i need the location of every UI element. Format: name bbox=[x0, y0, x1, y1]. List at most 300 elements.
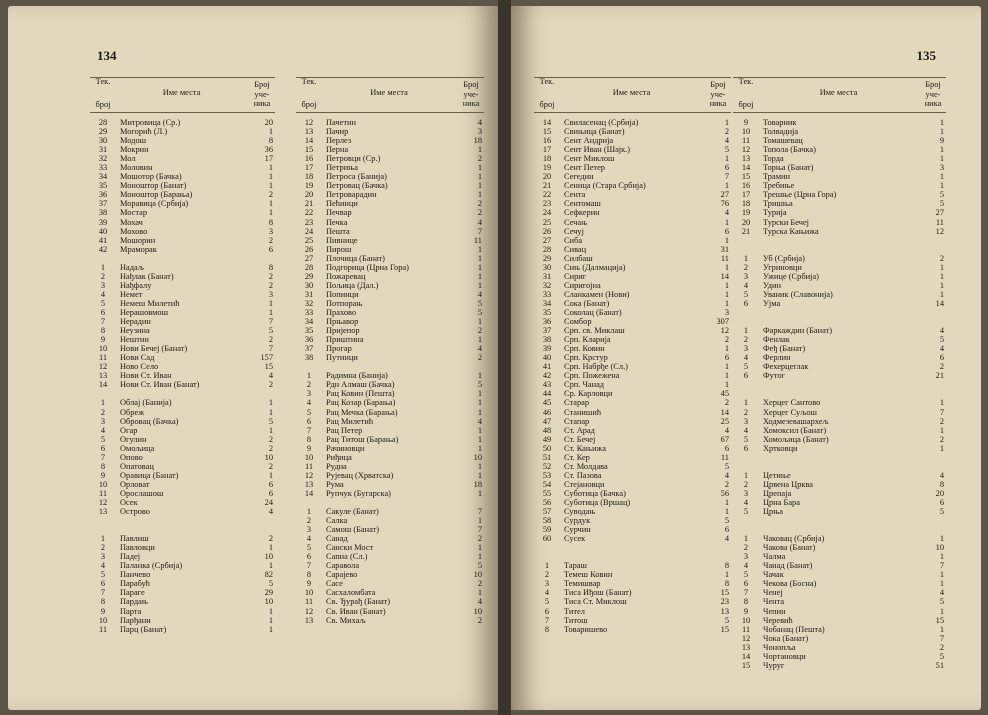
student-count: 4 bbox=[268, 371, 273, 381]
place-name: Рац Титош (Барања) bbox=[326, 434, 399, 444]
row-number: 3 bbox=[743, 271, 749, 281]
table-row bbox=[534, 380, 731, 389]
student-count: 1 bbox=[939, 398, 944, 408]
table-row bbox=[90, 453, 275, 462]
row-number: 39 bbox=[542, 344, 552, 354]
row-number: 18 bbox=[542, 154, 552, 164]
table-row bbox=[733, 254, 946, 263]
student-count: 1 bbox=[477, 244, 482, 254]
row-number: 3 bbox=[743, 416, 749, 426]
row-number: 35 bbox=[98, 181, 108, 191]
place-name: Чепин bbox=[763, 606, 786, 616]
place-name: Хртковци bbox=[763, 443, 798, 453]
table-row bbox=[90, 317, 275, 326]
place-name: Сапна (Сл.) bbox=[326, 552, 368, 562]
student-count: 2 bbox=[477, 199, 482, 209]
student-count: 6 bbox=[268, 488, 273, 498]
student-count: 6 bbox=[724, 525, 729, 535]
row-number: 1 bbox=[743, 398, 749, 408]
table-row bbox=[296, 543, 484, 552]
section-gap bbox=[733, 389, 946, 398]
table-row bbox=[296, 290, 484, 299]
page-number: 134 bbox=[97, 48, 117, 63]
place-name: Сиригојна bbox=[564, 280, 601, 290]
student-count: 4 bbox=[724, 470, 729, 480]
table-row bbox=[296, 136, 484, 145]
student-count: 1 bbox=[724, 280, 729, 290]
table-row bbox=[733, 625, 946, 634]
table-row bbox=[733, 299, 946, 308]
table-row bbox=[90, 154, 275, 163]
table-row bbox=[296, 380, 484, 389]
place-name: Тиса Ст. Миклош bbox=[564, 597, 627, 607]
row-number: 7 bbox=[306, 425, 312, 435]
table-body bbox=[296, 118, 484, 625]
place-name: Павловци bbox=[120, 543, 155, 553]
table-row bbox=[90, 435, 275, 444]
row-number: 17 bbox=[741, 190, 751, 200]
student-count: 2 bbox=[939, 416, 944, 426]
student-count: 8 bbox=[724, 579, 729, 589]
row-number: 16 bbox=[741, 181, 751, 191]
header-student-count: Број уче- ника bbox=[253, 80, 271, 109]
place-name: Прогар bbox=[326, 344, 352, 354]
student-count: 1 bbox=[477, 470, 482, 480]
student-count: 18 bbox=[473, 136, 482, 146]
student-count: 20 bbox=[935, 488, 944, 498]
row-number: 7 bbox=[743, 588, 749, 598]
table-row bbox=[534, 326, 731, 335]
table-row bbox=[296, 453, 484, 462]
row-number: 56 bbox=[542, 497, 552, 507]
place-name: Сент Андрија bbox=[564, 136, 614, 146]
row-number: 12 bbox=[98, 497, 108, 507]
table-row bbox=[90, 380, 275, 389]
student-count: 2 bbox=[268, 335, 273, 345]
row-number: 8 bbox=[100, 597, 106, 607]
place-name: Самош (Банат) bbox=[326, 525, 380, 535]
place-name: Ст. Арад bbox=[564, 425, 595, 435]
student-count: 5 bbox=[724, 145, 729, 155]
student-count: 4 bbox=[939, 588, 944, 598]
table-row bbox=[90, 118, 275, 127]
row-number: 24 bbox=[304, 226, 314, 236]
table-row bbox=[733, 163, 946, 172]
place-name: Саравола bbox=[326, 561, 360, 571]
student-count: 7 bbox=[477, 525, 482, 535]
place-name: Пирош bbox=[326, 244, 352, 254]
student-count: 157 bbox=[260, 353, 273, 363]
section-gap bbox=[534, 552, 731, 561]
header-place-name: Име места bbox=[612, 88, 651, 97]
row-number: 20 bbox=[741, 217, 751, 227]
row-number: 4 bbox=[306, 534, 312, 544]
student-count: 1 bbox=[477, 172, 482, 182]
row-number: 4 bbox=[100, 561, 106, 571]
table-row bbox=[534, 371, 731, 380]
row-number: 19 bbox=[741, 208, 751, 218]
place-name: Павлиш bbox=[120, 534, 149, 544]
table-body bbox=[534, 118, 731, 634]
row-number: 2 bbox=[100, 271, 106, 281]
row-number: 5 bbox=[306, 543, 312, 553]
student-count: 1 bbox=[268, 543, 273, 553]
row-number: 30 bbox=[98, 136, 108, 146]
table-row bbox=[733, 471, 946, 480]
row-number: 4 bbox=[743, 425, 749, 435]
row-number: 12 bbox=[304, 470, 314, 480]
header-rule-top bbox=[296, 77, 484, 78]
table-row bbox=[534, 308, 731, 317]
header-rule-bottom bbox=[90, 112, 275, 113]
table-row bbox=[296, 398, 484, 407]
table-row bbox=[296, 254, 484, 263]
row-number: 5 bbox=[743, 507, 749, 517]
table-row bbox=[90, 199, 275, 208]
student-count: 5 bbox=[724, 516, 729, 526]
place-name: Суботица (Бачка) bbox=[564, 488, 626, 498]
table-row bbox=[296, 272, 484, 281]
student-count: 10 bbox=[264, 552, 273, 562]
table-row bbox=[733, 145, 946, 154]
table-row bbox=[296, 317, 484, 326]
place-name: Титош bbox=[564, 615, 588, 625]
row-number: 50 bbox=[542, 443, 552, 453]
table-row bbox=[534, 579, 731, 588]
student-count: 3 bbox=[268, 226, 273, 236]
row-number: 4 bbox=[743, 561, 749, 571]
place-name: Мохач bbox=[120, 217, 143, 227]
place-name: Потпорањ bbox=[326, 298, 363, 308]
table-row bbox=[733, 480, 946, 489]
student-count: 14 bbox=[720, 407, 729, 417]
student-count: 1 bbox=[268, 606, 273, 616]
section-gap bbox=[733, 453, 946, 462]
student-count: 5 bbox=[477, 298, 482, 308]
row-number: 36 bbox=[98, 190, 108, 200]
table-row bbox=[90, 426, 275, 435]
row-number: 31 bbox=[542, 271, 552, 281]
row-number: 8 bbox=[306, 434, 312, 444]
student-count: 1 bbox=[477, 371, 482, 381]
place-name: Срп. Ковин bbox=[564, 344, 605, 354]
place-name: Петровци (Ср.) bbox=[326, 154, 381, 164]
row-number: 6 bbox=[544, 606, 550, 616]
student-count: 8 bbox=[268, 136, 273, 146]
student-count: 2 bbox=[939, 434, 944, 444]
section-gap bbox=[733, 462, 946, 471]
place-name: Уваник (Славонија) bbox=[763, 289, 833, 299]
place-name: Рац Милетић bbox=[326, 416, 374, 426]
table-row bbox=[534, 317, 731, 326]
place-name: Црвена Црква bbox=[763, 479, 814, 489]
table-row bbox=[90, 145, 275, 154]
place-name: Пивнице bbox=[326, 235, 358, 245]
place-name: Чалма bbox=[763, 552, 786, 562]
table-row bbox=[90, 263, 275, 272]
table-row bbox=[90, 597, 275, 606]
table-row bbox=[296, 218, 484, 227]
place-name: Ст. Кер bbox=[564, 452, 590, 462]
student-count: 1 bbox=[477, 461, 482, 471]
student-count: 31 bbox=[720, 244, 729, 254]
table-row bbox=[534, 218, 731, 227]
table-row bbox=[733, 588, 946, 597]
row-number: 21 bbox=[741, 226, 751, 236]
student-count: 1 bbox=[268, 298, 273, 308]
place-name: Чобанац (Пешта) bbox=[763, 624, 825, 634]
student-count: 5 bbox=[939, 199, 944, 209]
row-number: 6 bbox=[100, 443, 106, 453]
row-number: 52 bbox=[542, 461, 552, 471]
place-name: Црња bbox=[763, 507, 784, 517]
student-count: 1 bbox=[724, 497, 729, 507]
place-name: Прахово bbox=[326, 307, 357, 317]
table-row bbox=[733, 634, 946, 643]
row-number: 49 bbox=[542, 434, 552, 444]
header-rule-bottom bbox=[733, 112, 946, 113]
place-name: Опатовац bbox=[120, 461, 154, 471]
place-name: Чанад (Банат) bbox=[763, 561, 813, 571]
student-count: 4 bbox=[268, 507, 273, 517]
student-count: 5 bbox=[477, 380, 482, 390]
place-name: Петроварадин bbox=[326, 190, 377, 200]
place-name: Санад bbox=[326, 534, 348, 544]
row-number: 3 bbox=[544, 579, 550, 589]
header-tek: Тек. bbox=[738, 77, 754, 86]
place-name: Требиње bbox=[763, 181, 795, 191]
place-name: Орослашош bbox=[120, 488, 164, 498]
student-count: 14 bbox=[720, 271, 729, 281]
row-number: 3 bbox=[743, 488, 749, 498]
row-number: 1 bbox=[306, 371, 312, 381]
place-name: Срп. Чанад bbox=[564, 380, 605, 390]
row-number: 5 bbox=[743, 434, 749, 444]
row-number: 12 bbox=[741, 145, 751, 155]
place-name: Паланка (Србија) bbox=[120, 561, 183, 571]
row-number: 34 bbox=[304, 317, 314, 327]
row-number: 8 bbox=[100, 461, 106, 471]
student-count: 6 bbox=[939, 497, 944, 507]
row-number: 28 bbox=[542, 244, 552, 254]
place-name: Сент Миклош bbox=[564, 154, 615, 164]
table-row bbox=[534, 597, 731, 606]
place-name: Сиба bbox=[564, 235, 583, 245]
row-number: 13 bbox=[304, 127, 314, 137]
row-number: 23 bbox=[542, 199, 552, 209]
student-count: 11 bbox=[935, 217, 944, 227]
place-name: Срп. Кларија bbox=[564, 335, 611, 345]
student-count: 2 bbox=[724, 127, 729, 137]
table-row bbox=[534, 199, 731, 208]
table-row bbox=[90, 534, 275, 543]
table-row bbox=[733, 552, 946, 561]
table-row bbox=[296, 570, 484, 579]
student-count: 4 bbox=[477, 118, 482, 127]
place-name: Попинци bbox=[326, 289, 359, 299]
table-row bbox=[296, 344, 484, 353]
table-row bbox=[296, 525, 484, 534]
student-count: 23 bbox=[720, 597, 729, 607]
place-name: Торња (Банат) bbox=[763, 163, 814, 173]
row-number: 4 bbox=[743, 280, 749, 290]
left-page bbox=[8, 6, 498, 710]
table-row bbox=[296, 616, 484, 625]
row-number: 3 bbox=[100, 552, 106, 562]
table-row bbox=[733, 218, 946, 227]
place-name: Старар bbox=[564, 398, 590, 408]
place-name: Срп. св. Миклаш bbox=[564, 326, 625, 336]
table-row bbox=[90, 552, 275, 561]
row-number: 9 bbox=[306, 579, 312, 589]
row-number: 2 bbox=[306, 516, 312, 526]
row-number: 5 bbox=[306, 407, 312, 417]
row-number: 32 bbox=[98, 154, 108, 164]
table-row bbox=[296, 408, 484, 417]
row-number: 6 bbox=[306, 416, 312, 426]
header-broj: број bbox=[539, 100, 555, 109]
section-gap bbox=[733, 380, 946, 389]
table-row bbox=[534, 453, 731, 462]
table-row bbox=[296, 263, 484, 272]
row-number: 32 bbox=[542, 280, 552, 290]
table-row bbox=[534, 561, 731, 570]
student-count: 15 bbox=[935, 615, 944, 625]
place-name: Херцег Сантово bbox=[763, 398, 821, 408]
row-number: 5 bbox=[544, 597, 550, 607]
table-row bbox=[90, 561, 275, 570]
table-row bbox=[733, 272, 946, 281]
student-count: 11 bbox=[720, 253, 729, 263]
row-number: 19 bbox=[304, 181, 314, 191]
row-number: 37 bbox=[304, 344, 314, 354]
table-row bbox=[534, 616, 731, 625]
table-row bbox=[534, 417, 731, 426]
table-row bbox=[733, 127, 946, 136]
student-count: 1 bbox=[268, 561, 273, 571]
row-number: 26 bbox=[304, 244, 314, 254]
student-count: 5 bbox=[724, 461, 729, 471]
student-count: 1 bbox=[477, 407, 482, 417]
row-number: 2 bbox=[743, 479, 749, 489]
table-row bbox=[733, 371, 946, 380]
row-number: 18 bbox=[741, 199, 751, 209]
student-count: 11 bbox=[473, 235, 482, 245]
table-row bbox=[733, 326, 946, 335]
row-number: 9 bbox=[100, 606, 106, 616]
table-row bbox=[90, 616, 275, 625]
row-number: 10 bbox=[98, 615, 108, 625]
table-row bbox=[296, 435, 484, 444]
table-row bbox=[296, 227, 484, 236]
place-name: Пачетин bbox=[326, 118, 356, 127]
table-row bbox=[90, 326, 275, 335]
table-row bbox=[296, 552, 484, 561]
student-count: 1 bbox=[268, 615, 273, 625]
place-name: Тараш bbox=[564, 561, 587, 571]
student-count: 1 bbox=[939, 262, 944, 272]
student-count: 4 bbox=[724, 136, 729, 146]
table-row bbox=[296, 507, 484, 516]
row-number: 5 bbox=[100, 570, 106, 580]
row-number: 41 bbox=[98, 235, 108, 245]
row-number: 29 bbox=[98, 127, 108, 137]
section-gap bbox=[296, 498, 484, 507]
place-name: Риђица bbox=[326, 452, 352, 462]
place-name: Пешта bbox=[326, 226, 350, 236]
place-name: Соколац (Банат) bbox=[564, 307, 622, 317]
table-row bbox=[733, 227, 946, 236]
table-row bbox=[296, 444, 484, 453]
student-count: 10 bbox=[264, 597, 273, 607]
row-number: 8 bbox=[544, 624, 550, 634]
place-name: Опово bbox=[120, 452, 143, 462]
student-count: 10 bbox=[935, 543, 944, 553]
section-gap bbox=[733, 245, 946, 254]
place-name: Товарник bbox=[763, 118, 797, 127]
place-name: Рац Петер bbox=[326, 425, 363, 435]
student-count: 1 bbox=[724, 570, 729, 580]
student-count: 2 bbox=[477, 534, 482, 544]
place-name: Ст. Кањижа bbox=[564, 443, 606, 453]
place-name: Неузина bbox=[120, 326, 150, 336]
student-count: 1 bbox=[477, 389, 482, 399]
table-row bbox=[90, 588, 275, 597]
row-number: 4 bbox=[743, 497, 749, 507]
table-row bbox=[296, 534, 484, 543]
student-count: 1 bbox=[268, 470, 273, 480]
place-name: Петроса (Банија) bbox=[326, 172, 387, 182]
place-name: Сечањ bbox=[564, 217, 588, 227]
student-count: 1 bbox=[268, 181, 273, 191]
place-name: Суботица (Вршац) bbox=[564, 497, 631, 507]
place-name: Моноштор (Барања) bbox=[120, 190, 193, 200]
table-row bbox=[90, 281, 275, 290]
table-row bbox=[534, 172, 731, 181]
place-name: Чента bbox=[763, 597, 785, 607]
row-number: 55 bbox=[542, 488, 552, 498]
table-row bbox=[90, 227, 275, 236]
row-number: 4 bbox=[100, 289, 106, 299]
table-row bbox=[733, 570, 946, 579]
row-number: 4 bbox=[306, 398, 312, 408]
row-number: 2 bbox=[743, 543, 749, 553]
place-name: Огулин bbox=[120, 434, 147, 444]
student-count: 15 bbox=[264, 362, 273, 372]
student-count: 10 bbox=[264, 452, 273, 462]
row-number: 24 bbox=[542, 208, 552, 218]
table-row bbox=[534, 625, 731, 634]
table-row bbox=[534, 489, 731, 498]
row-number: 25 bbox=[542, 217, 552, 227]
place-name: Нађлак (Банат) bbox=[120, 271, 174, 281]
place-name: Сеница (Стара Србија) bbox=[564, 181, 646, 191]
row-number: 53 bbox=[542, 470, 552, 480]
row-number: 9 bbox=[743, 606, 749, 616]
row-number: 5 bbox=[743, 362, 749, 372]
table-row bbox=[296, 371, 484, 380]
place-name: Топола (Бачка) bbox=[763, 145, 816, 155]
row-number: 4 bbox=[743, 353, 749, 363]
student-count: 36 bbox=[264, 145, 273, 155]
row-number: 7 bbox=[306, 561, 312, 571]
table-row bbox=[90, 163, 275, 172]
table-row bbox=[534, 127, 731, 136]
student-count: 1 bbox=[477, 335, 482, 345]
table-row bbox=[733, 398, 946, 407]
table-row bbox=[733, 263, 946, 272]
place-name: Парђани bbox=[120, 615, 151, 625]
